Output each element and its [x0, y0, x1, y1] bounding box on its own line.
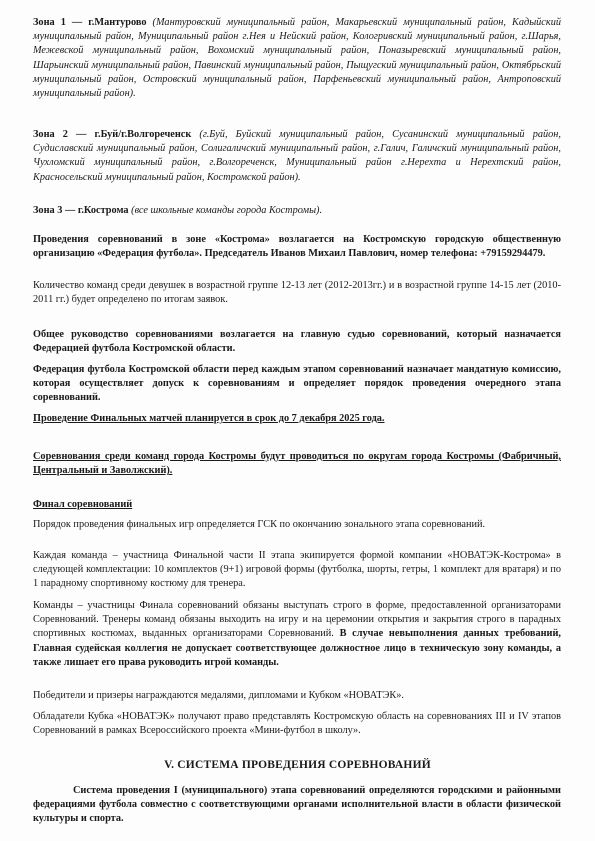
- zone-1-paragraph: [33, 16, 561, 101]
- system-paragraph: Система проведения I (муниципального) этапа соревнований определяются городскими и районными федерациями футбола совместно с соответствующими органами исполнительной власти в области физической культуры и спорта.: [33, 785, 561, 825]
- zone-1-text: (Мантуровский муниципальный район, Макарьевский муниципальный район, Кадыйский муниципальный район, Муниципальный район г.Нея и Нейский район, Кологривский муниципальный район, г.Шарья, Межевской муниципальный район, Вохомский муниципальный район, Поназыревский муниципальный район, Шарьинский муниципальный район, Павинский муниципальный район, Пыщугский муниципальный район, Октябрьский муниципальный район, Островский муниципальный район, Парфеньевский муниципальный район, Антроповский муниципальный район).: [33, 17, 561, 100]
- zone-3-text: (все школьные команды города Костромы).: [128, 205, 323, 216]
- cup-holders-paragraph: Обладатели Кубка «НОВАТЭК» получают право представлять Костромскую область на соревнованиях III и IV этапов Соревнований в рамках Всероссийского проекта «Мини-футбол в школу».: [33, 711, 561, 737]
- zone-3-paragraph: [33, 204, 561, 218]
- final-heading: Финал соревнований: [33, 499, 133, 510]
- equipment-paragraph: Каждая команда – участница Финальной части II этапа экипируется формой компании «НОВАТЭК-Кострома» в следующей комплектации: 10 комплектов (9+1) игровой формы (футболка, шорты, гетры, 1 комплект для вратаря) и по 1 парадному спортивному костюму для тренера.: [33, 550, 561, 590]
- section-v-title: V. СИСТЕМА ПРОВЕДЕНИЯ СОРЕВНОВАНИЙ: [164, 759, 431, 771]
- zone-3-label: Зона 3 — г.Кострома: [33, 205, 129, 216]
- kostroma-organizer-paragraph: Проведения соревнований в зоне «Кострома» возлагается на Костромскую городскую общественную организацию «Федерация футбола». Председатель Иванов Михаил Павлович, номер телефона: +79159294479.: [33, 234, 561, 260]
- uniform-rules-paragraph: [33, 599, 561, 670]
- zone-2-text: (г.Буй, Буйский муниципальный район, Сусанинский муниципальный район, Судиславский муниципальный район, Солигаличский муниципальный район, г.Галич, Галичский муниципальный район, Чухломский муниципальный район, г.Волгореченск, Муниципальный район г.Нерехта и Нерехтский район, Красносельский муниципальный район, Костромской район).: [33, 129, 561, 183]
- kostroma-districts-paragraph: Соревнования среди команд города Костромы будут проводиться по округам города Костромы (Фабричный, Центральный и Заволжский).: [33, 451, 561, 477]
- awards-paragraph: Победители и призеры награждаются медалями, дипломами и Кубком «НОВАТЭК».: [33, 690, 404, 701]
- team-count-paragraph: Количество команд среди девушек в возрастной группе 12-13 лет (2012-2013гг.) и в возрастной группе 14-15 лет (2010-2011 гг.) будет определено по итогам заявок.: [33, 280, 561, 306]
- zone-2-label: Зона 2 — г.Буй/г.Волгореченск: [33, 129, 192, 140]
- final-order-paragraph: Порядок проведения финальных игр определяется ГСК по окончанию зонального этапа соревнований.: [33, 519, 486, 530]
- uniform-rules-text: Команды – участницы Финала соревнований обязаны выступать строго в форме, предоставленной организаторами Соревнований. Тренеры команд обязаны выходить на игру и на церемонии открытия и закрытия строго в парадных спортивных костюмах, выданных организаторами Соревнований.: [33, 600, 561, 640]
- uniform-rules-penalty-text: В случае невыполнения данных требований, Главная судейская коллегия не допускает соответствующее должностное лицо в техническую зону команды, а также лишает его права руководить игрой команды.: [33, 628, 561, 668]
- finals-date-paragraph: Проведение Финальных матчей планируется в срок до 7 декабря 2025 года.: [33, 413, 385, 424]
- zone-2-paragraph: [33, 128, 561, 185]
- zone-1-label: Зона 1 — г.Мантурово: [33, 17, 147, 28]
- mandate-commission-paragraph: Федерация футбола Костромской области перед каждым этапом соревнований назначает мандатную комиссию, которая осуществляет допуск к соревнованиям и определяет порядок проведения очередного этапа соревнований.: [33, 364, 561, 404]
- general-management-paragraph: Общее руководство соревнованиями возлагается на главную судью соревнований, который назначается Федерацией футбола Костромской области.: [33, 329, 561, 355]
